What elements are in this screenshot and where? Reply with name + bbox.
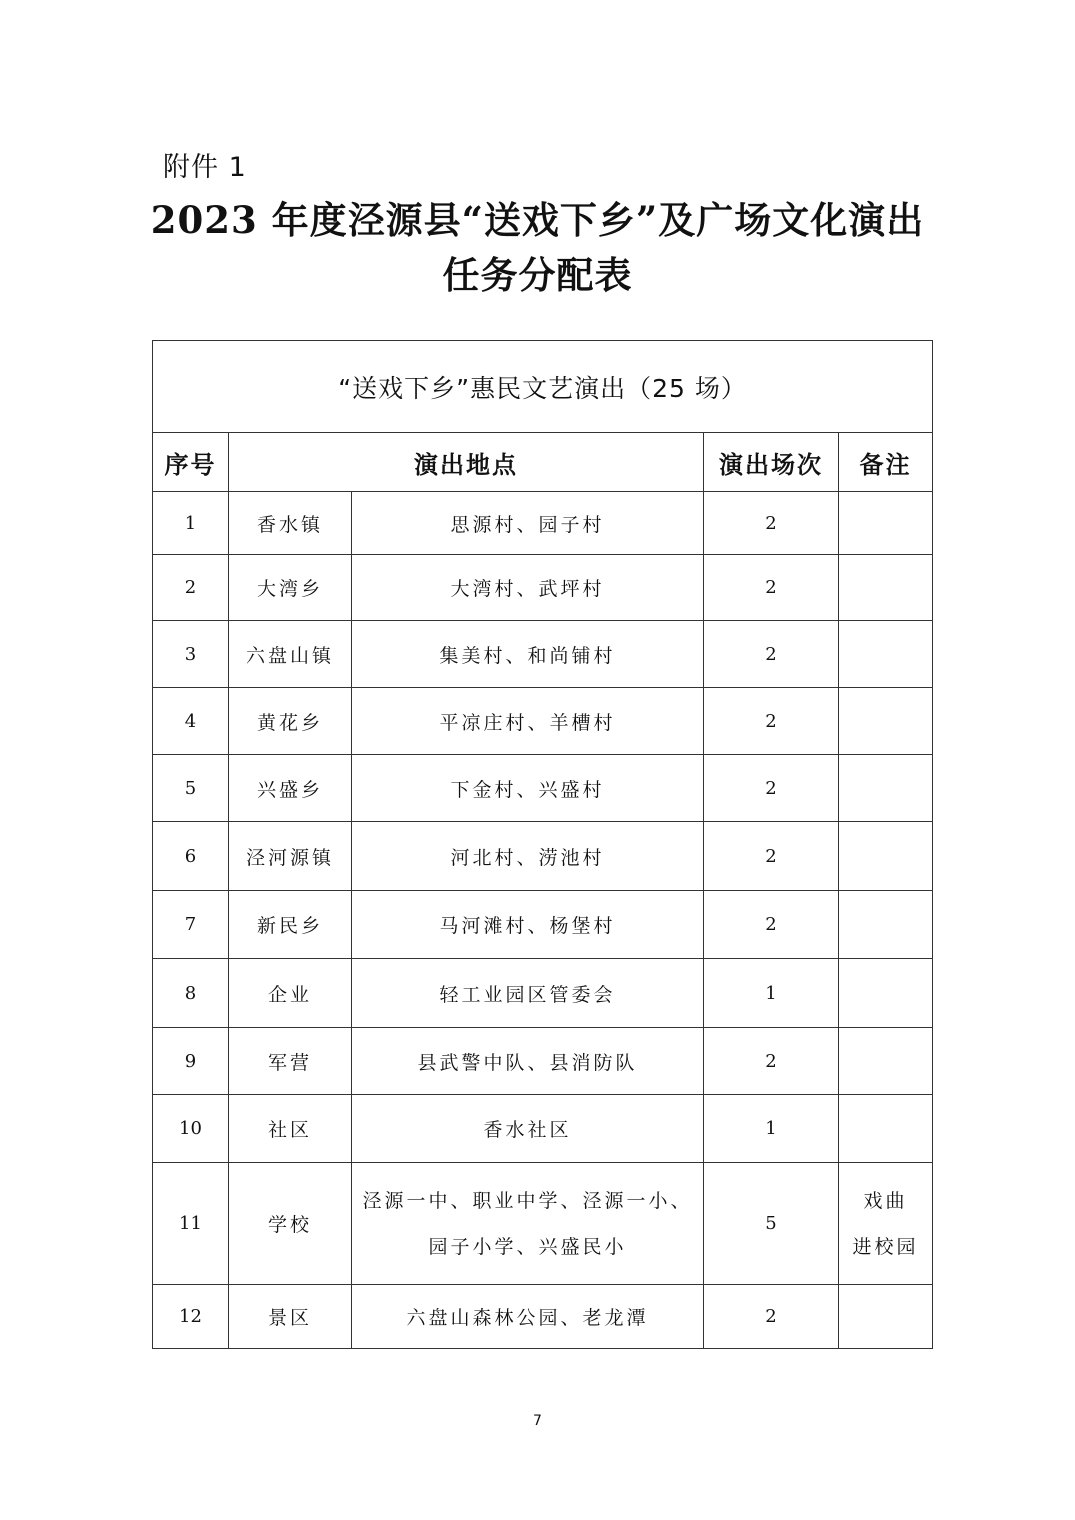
row-places [352,1163,704,1285]
row-places: 集美村、和尚铺村 [352,621,704,688]
table-row [153,555,933,621]
row-area: 企业 [229,959,352,1028]
row-places: 河北村、涝池村 [352,822,704,891]
document-title-line2: 任务分配表 [442,253,633,297]
row-count: 2 [704,755,839,822]
row-remark [839,755,933,822]
row-seq: 5 [153,755,229,822]
document-title-line1: 2023 年度泾源县“送戏下乡”及广场文化演出 [150,198,925,242]
header-count: 演出场次 [704,433,839,492]
table-header-row [153,433,933,492]
row-remark [839,492,933,555]
row-places: 思源村、园子村 [352,492,704,555]
row-remark-line2: 进校园 [852,1235,919,1258]
row-remark-line1: 戏曲 [863,1189,908,1212]
allocation-table [152,340,933,1349]
row-count: 2 [704,492,839,555]
row-places: 轻工业园区管委会 [352,959,704,1028]
table-row [153,822,933,891]
row-area: 新民乡 [229,891,352,959]
row-remark [839,1285,933,1349]
row-places: 平凉庄村、羊槽村 [352,688,704,755]
row-remark [839,621,933,688]
row-area: 泾河源镇 [229,822,352,891]
table-row [153,1285,933,1349]
row-places: 马河滩村、杨堡村 [352,891,704,959]
row-area: 兴盛乡 [229,755,352,822]
table-row [153,1095,933,1163]
row-count: 2 [704,621,839,688]
row-places-line2: 园子小学、兴盛民小 [428,1235,627,1258]
row-places: 六盘山森林公园、老龙潭 [352,1285,704,1349]
table-caption: “送戏下乡”惠民文艺演出（25 场） [153,341,933,433]
row-remark [839,822,933,891]
row-seq: 4 [153,688,229,755]
row-seq: 8 [153,959,229,1028]
row-remark [839,891,933,959]
row-count: 2 [704,1028,839,1095]
attachment-label: 附件 1 [163,152,247,183]
row-places-line1: 泾源一中、职业中学、泾源一小、 [362,1189,693,1212]
row-remark [839,1095,933,1163]
table-row [153,688,933,755]
table-row [153,1163,933,1285]
row-area: 黄花乡 [229,688,352,755]
row-area: 六盘山镇 [229,621,352,688]
row-seq: 3 [153,621,229,688]
row-area: 军营 [229,1028,352,1095]
table-row [153,1028,933,1095]
row-count: 2 [704,1285,839,1349]
row-area: 大湾乡 [229,555,352,621]
header-seq: 序号 [153,433,229,492]
row-count: 2 [704,891,839,959]
row-count: 5 [704,1163,839,1285]
row-area: 香水镇 [229,492,352,555]
table-row [153,755,933,822]
row-remark [839,1163,933,1285]
row-remark [839,555,933,621]
row-area: 学校 [229,1163,352,1285]
row-places: 县武警中队、县消防队 [352,1028,704,1095]
row-places: 下金村、兴盛村 [352,755,704,822]
row-remark [839,959,933,1028]
row-count: 2 [704,688,839,755]
table-row [153,621,933,688]
table-row [153,492,933,555]
row-remark [839,688,933,755]
row-seq: 2 [153,555,229,621]
row-seq: 7 [153,891,229,959]
table-row [153,959,933,1028]
header-remark: 备注 [839,433,933,492]
row-remark [839,1028,933,1095]
header-location: 演出地点 [229,433,704,492]
row-seq: 1 [153,492,229,555]
row-places: 大湾村、武坪村 [352,555,704,621]
table-row [153,891,933,959]
row-places: 香水社区 [352,1095,704,1163]
row-count: 2 [704,555,839,621]
row-count: 1 [704,1095,839,1163]
row-area: 景区 [229,1285,352,1349]
row-count: 1 [704,959,839,1028]
row-seq: 11 [153,1163,229,1285]
row-seq: 12 [153,1285,229,1349]
row-seq: 6 [153,822,229,891]
page-number: 7 [533,1413,542,1429]
row-count: 2 [704,822,839,891]
row-seq: 9 [153,1028,229,1095]
row-area: 社区 [229,1095,352,1163]
row-seq: 10 [153,1095,229,1163]
